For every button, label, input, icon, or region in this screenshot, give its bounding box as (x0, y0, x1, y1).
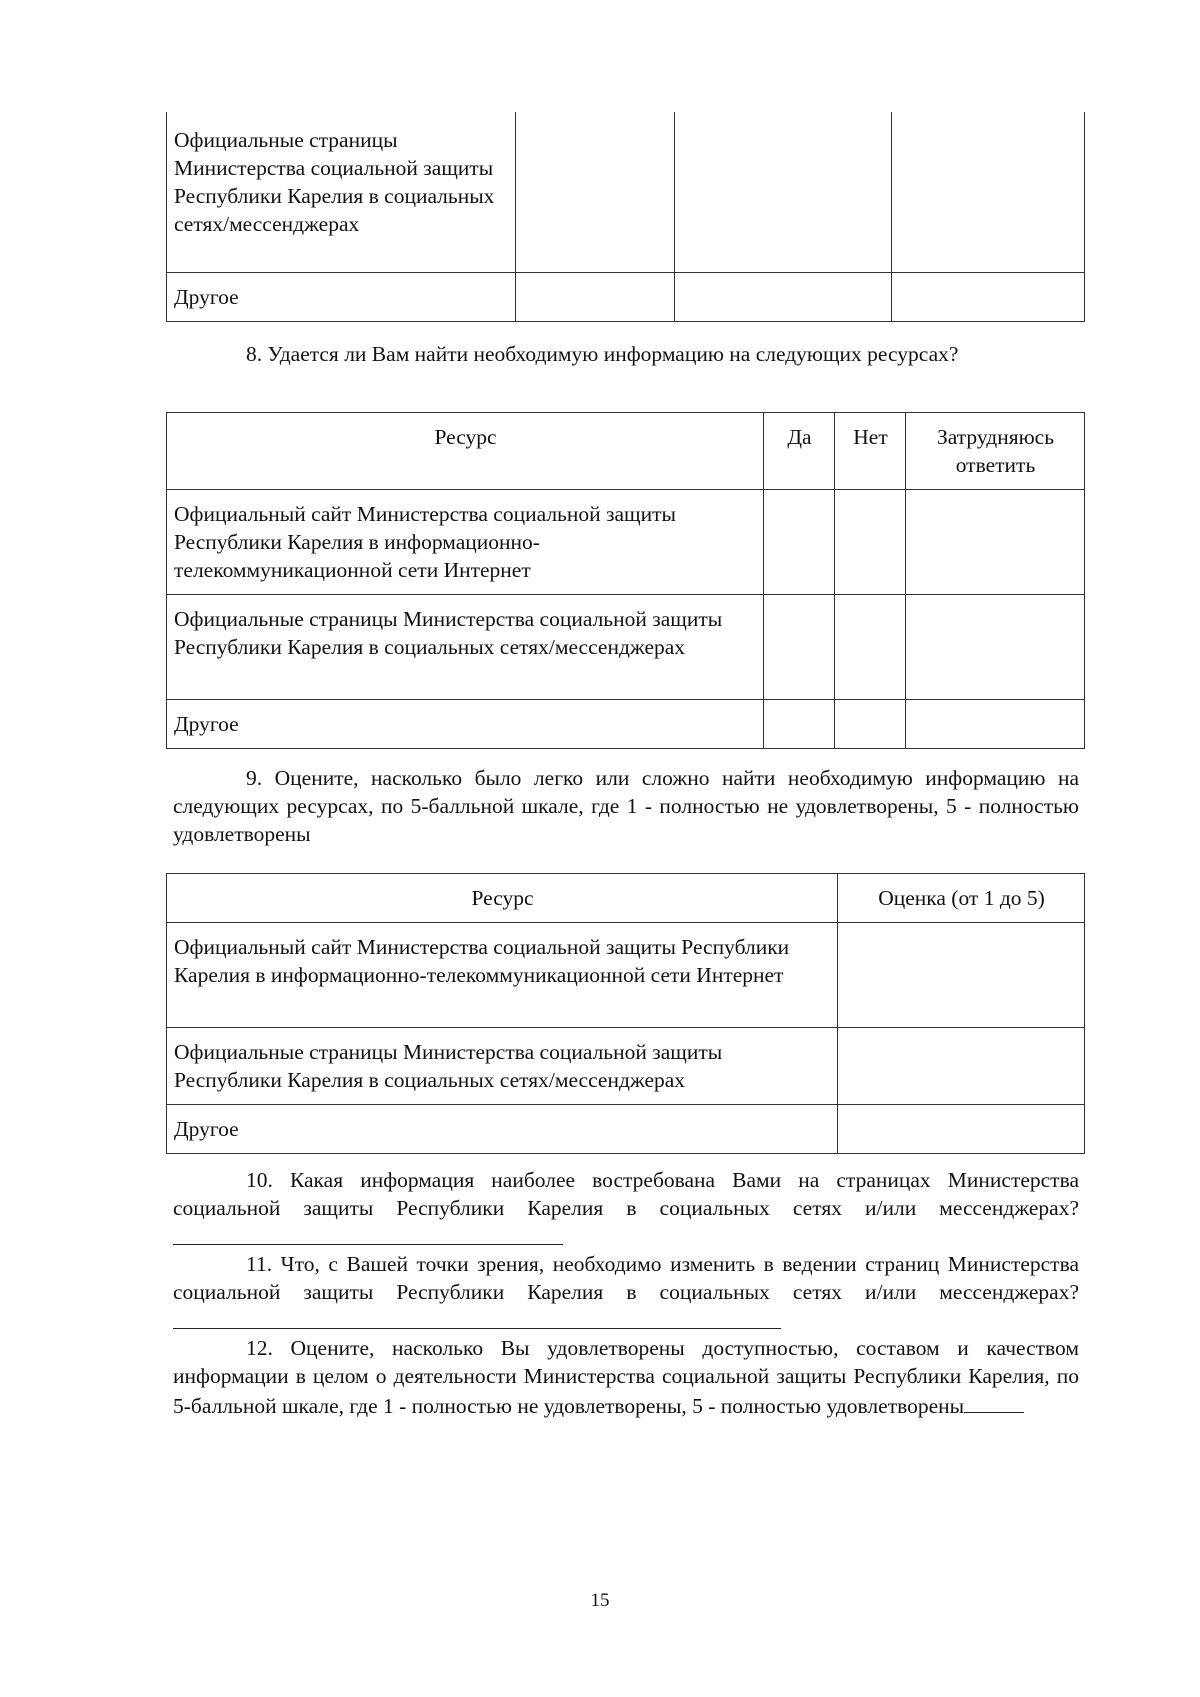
header-resource: Ресурс (167, 874, 838, 923)
table-row (167, 490, 1085, 595)
score-cell[interactable] (838, 1105, 1085, 1154)
table-row (167, 700, 1085, 749)
answer-line[interactable] (173, 1306, 781, 1329)
header-resource: Ресурс (167, 413, 764, 490)
score-cell[interactable] (838, 1028, 1085, 1105)
question-10-text: 10. Какая информация наиболее востребована Вами на страницах Министерства социальной защиты Республики Карелия в социальных сетях и/или мессенджерах? (173, 1168, 1079, 1220)
table-header-row (167, 874, 1085, 923)
question-11-text: 11. Что, с Вашей точки зрения, необходимо изменить в ведении страниц Министерства социальной защиты Республики Карелия в социальных сетях и/или мессенджерах? (173, 1252, 1079, 1304)
row-label: Официальный сайт Министерства социальной защиты Республики Карелия в информационно-телекоммуникационной сети Интернет (167, 490, 764, 595)
answer-cell[interactable] (516, 112, 675, 273)
answer-cell[interactable] (892, 112, 1085, 273)
answer-cell[interactable] (906, 700, 1085, 749)
row-label: Официальные страницы Министерства социальной защиты Республики Карелия в социальных сетях/мессенджерах (167, 112, 516, 273)
row-label: Официальные страницы Министерства социальной защиты Республики Карелия в социальных сетях/мессенджерах (167, 595, 764, 700)
answer-cell[interactable] (835, 700, 906, 749)
row-label: Другое (167, 273, 516, 322)
table-row (167, 112, 1085, 273)
question-10 (173, 1166, 1079, 1252)
question-12-text: 12. Оцените, насколько Вы удовлетворены доступностью, составом и качеством информации в целом о деятельности Министерства социальной защиты Республики Карелия, по 5-балльной шкале, где 1 - полностью не удовлетворены, 5 - полностью удовлетворены (173, 1336, 1079, 1418)
score-cell[interactable] (838, 923, 1085, 1028)
answer-cell[interactable] (835, 490, 906, 595)
answer-cell[interactable] (764, 595, 835, 700)
page-number: 15 (590, 1590, 610, 1611)
table-q8 (166, 412, 1085, 749)
answer-cell[interactable] (835, 595, 906, 700)
table-row (167, 1028, 1085, 1105)
table-row (167, 595, 1085, 700)
question-9: 9. Оцените, насколько было легко или сложно найти необходимую информацию на следующих ресурсах, по 5-балльной шкале, где 1 - полностью не удовлетворены, 5 - полностью удовлетворены (173, 766, 1079, 846)
question-11 (173, 1250, 1079, 1336)
header-yes: Да (764, 413, 835, 490)
answer-cell[interactable] (675, 112, 892, 273)
answer-cell[interactable] (906, 595, 1085, 700)
answer-line[interactable] (173, 1222, 563, 1245)
table-row (167, 273, 1085, 322)
answer-cell[interactable] (764, 700, 835, 749)
answer-cell[interactable] (892, 273, 1085, 322)
question-12 (173, 1334, 1079, 1420)
answer-cell[interactable] (675, 273, 892, 322)
header-no: Нет (835, 413, 906, 490)
answer-cell[interactable] (516, 273, 675, 322)
table-row (167, 1105, 1085, 1154)
row-label: Официальный сайт Министерства социальной защиты Республики Карелия в информационно-телекоммуникационной сети Интернет (167, 923, 838, 1028)
answer-cell[interactable] (906, 490, 1085, 595)
question-8: 8. Удается ли Вам найти необходимую информацию на следующих ресурсах? (246, 342, 959, 366)
row-label: Другое (167, 700, 764, 749)
table-row (167, 923, 1085, 1028)
table-header-row (167, 413, 1085, 490)
row-label: Другое (167, 1105, 838, 1154)
header-score: Оценка (от 1 до 5) (838, 874, 1085, 923)
answer-cell[interactable] (764, 490, 835, 595)
row-label: Официальные страницы Министерства социальной защиты Республики Карелия в социальных сетях/мессенджерах (167, 1028, 838, 1105)
table-top (166, 112, 1085, 322)
header-hard-to-answer: Затрудняюсь ответить (906, 413, 1085, 490)
answer-line[interactable] (964, 1390, 1024, 1413)
table-q9 (166, 873, 1085, 1154)
